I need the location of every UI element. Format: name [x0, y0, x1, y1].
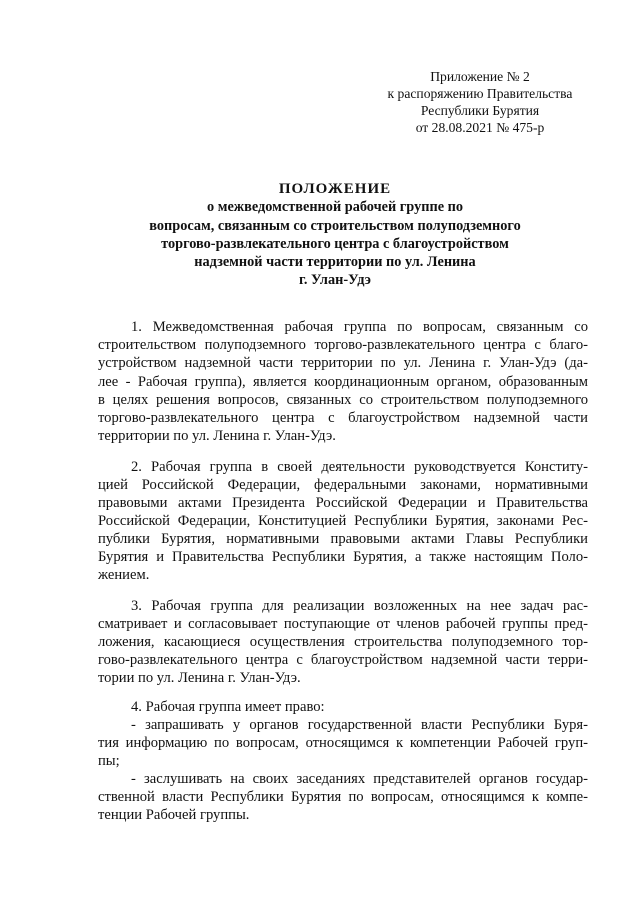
- title-line: торгово-развлекательного центра с благоустройством: [161, 235, 509, 252]
- paragraph-1-line: 1. Межведомственная рабочая группа по вопросам, связанным со: [131, 319, 588, 335]
- paragraph-3-line: гово-развлекательного центра с благоустройством надземной части терри-: [98, 652, 588, 668]
- paragraph-2-line: 2. Рабочая группа в своей деятельности руководствуется Конститу-: [131, 459, 588, 475]
- paragraph-3-line: тории по ул. Ленина г. Улан-Удэ.: [98, 670, 301, 686]
- paragraph-2-line: публики Бурятия, нормативными правовыми актами Главы Республики: [98, 531, 588, 547]
- paragraph-1-line: в целях решения вопросов, связанных со строительством полуподземного: [98, 392, 588, 408]
- appendix-number: Приложение № 2: [430, 69, 530, 84]
- paragraph-1-line: торгово-развлекательного центра с благоустройством надземной части: [98, 410, 588, 426]
- paragraph-1-line: устройством надземной части территории по ул. Ленина г. Улан-Удэ (да-: [98, 355, 588, 371]
- title-line: надземной части территории по ул. Ленина: [194, 254, 476, 271]
- paragraph-1-line: строительством полуподземного торгово-развлекательного центра с благо-: [98, 337, 588, 353]
- paragraph-2-line: Российской Федерации, Конституцией Республики Бурятия, законами Рес-: [98, 513, 588, 529]
- paragraph-4-line: тия информацию по вопросам, относящимся к компетенции Рабочей груп-: [98, 735, 588, 751]
- title-line: вопросам, связанным со строительством полуподземного: [149, 217, 521, 234]
- paragraph-3-line: сматривает и согласовывает поступающие от членов рабочей группы пред-: [98, 616, 588, 632]
- appendix-date: от 28.08.2021 № 475-р: [415, 120, 545, 135]
- paragraph-1-line: территории по ул. Ленина г. Улан-Удэ.: [98, 428, 336, 444]
- paragraph-4-line: пы;: [98, 753, 120, 769]
- paragraph-4-heading: 4. Рабочая группа имеет право:: [131, 699, 325, 715]
- appendix-header: [380, 68, 580, 136]
- paragraph-3-line: ложения, касающиеся осуществления строительства полуподземного тор-: [98, 634, 588, 650]
- paragraph-4-line: тенции Рабочей группы.: [98, 807, 250, 823]
- document-title: [70, 180, 600, 290]
- paragraph-2-line: цией Российской Федерации, федеральными законами, нормативными: [98, 477, 588, 493]
- paragraph-4-line: - заслушивать на своих заседаниях представителей органов государ-: [131, 771, 588, 787]
- paragraph-1-line: лее - Рабочая группа), является координационным органом, образованным: [98, 374, 588, 390]
- paragraph-2-line: Бурятия и Правительства Республики Бурятия, а также настоящим Поло-: [98, 549, 588, 565]
- title-main: ПОЛОЖЕНИЕ: [278, 181, 392, 197]
- appendix-reference: к распоряжению Правительства: [387, 86, 573, 101]
- paragraph-2-line: правовыми актами Президента Российской Федерации и Правительства: [98, 495, 588, 511]
- paragraph-4-line: ственной власти Республики Бурятия по вопросам, относящимся к компе-: [98, 789, 588, 805]
- paragraph-4-line: - запрашивать у органов государственной власти Республики Буря-: [131, 717, 588, 733]
- paragraph-2-line: жением.: [98, 567, 150, 583]
- title-line: г. Улан-Удэ: [299, 272, 371, 289]
- title-line: о межведомственной рабочей группе по: [206, 199, 463, 216]
- appendix-issuer: Республики Бурятия: [420, 103, 540, 118]
- paragraph-3-line: 3. Рабочая группа для реализации возложенных на нее задач рас-: [131, 598, 588, 614]
